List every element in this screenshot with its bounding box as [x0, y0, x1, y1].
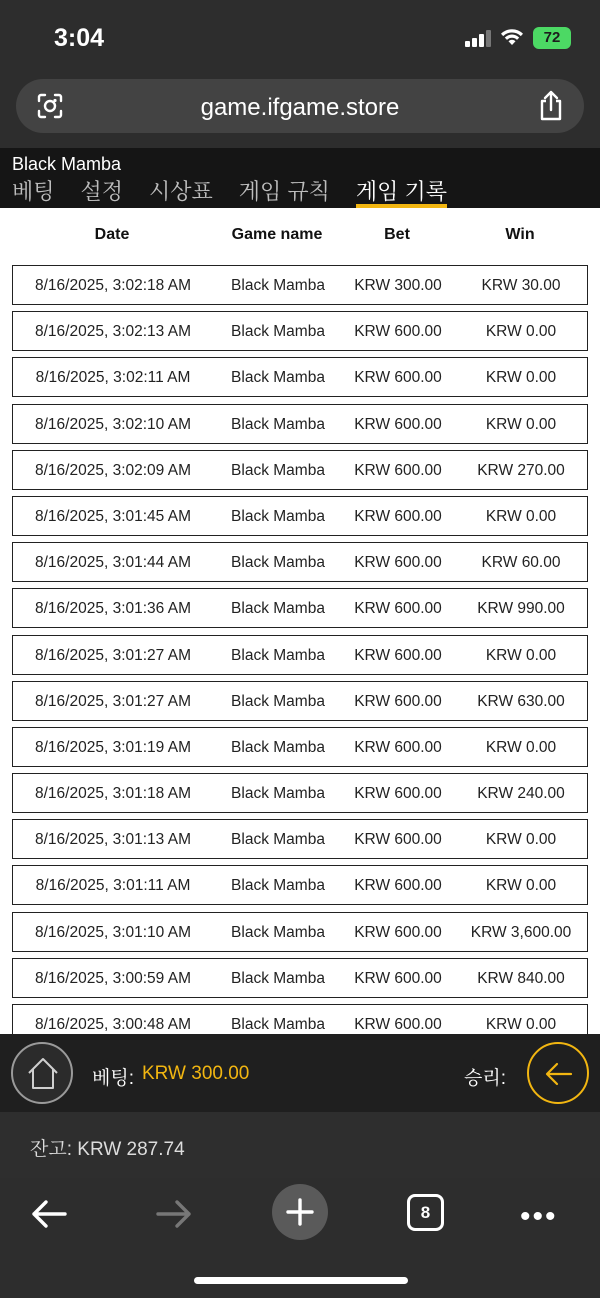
- row-game-name: Black Mamba: [231, 877, 325, 895]
- row-win: KRW 0.00: [485, 323, 557, 341]
- row-game-name: Black Mamba: [231, 923, 325, 941]
- table-row: [12, 450, 588, 490]
- row-date: 8/16/2025, 3:02:11 AM: [35, 369, 191, 387]
- table-row: [12, 681, 588, 721]
- history-rows: [12, 265, 588, 1034]
- plus-icon: [286, 1198, 314, 1226]
- row-win: KRW 840.00: [477, 969, 565, 987]
- row-game-name: Black Mamba: [231, 415, 325, 433]
- table-row: [12, 311, 588, 351]
- bet-value: KRW 300.00: [142, 1063, 250, 1084]
- row-bet: KRW 600.00: [354, 507, 442, 525]
- status-bar: [0, 0, 600, 76]
- row-date: 8/16/2025, 3:00:48 AM: [35, 1016, 191, 1033]
- row-date: 8/16/2025, 3:01:18 AM: [35, 785, 191, 803]
- browser-toolbar: [0, 1178, 600, 1298]
- row-win: KRW 0.00: [485, 1016, 557, 1033]
- row-game-name: Black Mamba: [231, 646, 325, 664]
- row-win: KRW 0.00: [485, 369, 557, 387]
- back-arrow-icon[interactable]: [30, 1198, 68, 1230]
- header-bet: Bet: [384, 226, 410, 243]
- table-row: [12, 865, 588, 905]
- row-win: KRW 990.00: [477, 600, 565, 618]
- row-date: 8/16/2025, 3:02:09 AM: [35, 461, 191, 479]
- row-win: KRW 0.00: [485, 831, 557, 849]
- share-icon[interactable]: [537, 90, 565, 122]
- row-bet: KRW 600.00: [354, 646, 442, 664]
- home-button[interactable]: [11, 1042, 73, 1104]
- address-bar[interactable]: [16, 79, 584, 133]
- row-game-name: Black Mamba: [231, 369, 325, 387]
- tab-paytable[interactable]: 시상표: [149, 179, 213, 204]
- table-row: [12, 265, 588, 305]
- table-row: [12, 542, 588, 582]
- status-time: 3:04: [54, 24, 105, 52]
- row-win: KRW 240.00: [477, 785, 565, 803]
- home-icon: [26, 1056, 60, 1090]
- row-game-name: Black Mamba: [231, 831, 325, 849]
- tabs-icon[interactable]: 8: [407, 1194, 444, 1231]
- row-bet: KRW 600.00: [354, 1016, 442, 1033]
- forward-arrow-icon[interactable]: [155, 1198, 193, 1230]
- row-date: 8/16/2025, 3:02:13 AM: [35, 323, 191, 341]
- tab-settings[interactable]: 설정: [80, 179, 124, 204]
- row-win: KRW 630.00: [477, 692, 565, 710]
- row-win: KRW 3,600.00: [470, 923, 572, 941]
- tab-game-history[interactable]: 게임 기록: [356, 179, 447, 208]
- row-win: KRW 0.00: [485, 646, 557, 664]
- row-game-name: Black Mamba: [231, 277, 325, 294]
- game-history-panel[interactable]: [0, 208, 600, 1034]
- game-header: [0, 148, 600, 208]
- row-bet: KRW 600.00: [354, 415, 442, 433]
- header-date: Date: [94, 226, 130, 243]
- table-row: [12, 773, 588, 813]
- table-header: [12, 226, 588, 248]
- row-game-name: Black Mamba: [231, 507, 325, 525]
- row-win: KRW 0.00: [485, 877, 557, 895]
- bet-bar: [0, 1034, 600, 1112]
- row-win: KRW 60.00: [481, 554, 561, 572]
- battery-indicator: 72: [533, 27, 571, 49]
- table-row: [12, 1004, 588, 1034]
- row-bet: KRW 600.00: [354, 969, 442, 987]
- row-game-name: Black Mamba: [231, 785, 325, 803]
- tab-betting[interactable]: 베팅: [12, 179, 55, 204]
- browser-address-area: [0, 76, 600, 148]
- row-date: 8/16/2025, 3:02:18 AM: [35, 277, 191, 294]
- game-tabs: [12, 179, 473, 208]
- table-row: [12, 404, 588, 444]
- header-win: Win: [505, 226, 535, 243]
- new-tab-button[interactable]: [272, 1184, 328, 1240]
- url-text[interactable]: game.ifgame.store: [200, 94, 400, 121]
- tab-game-rules[interactable]: 게임 규칙: [238, 179, 330, 204]
- row-date: 8/16/2025, 3:00:59 AM: [35, 969, 191, 987]
- row-win: KRW 30.00: [481, 277, 561, 294]
- row-game-name: Black Mamba: [231, 323, 325, 341]
- table-row: [12, 958, 588, 998]
- row-date: 8/16/2025, 3:01:36 AM: [35, 600, 191, 618]
- row-game-name: Black Mamba: [231, 1016, 325, 1033]
- row-win: KRW 270.00: [477, 461, 565, 479]
- table-row: [12, 588, 588, 628]
- table-row: [12, 496, 588, 536]
- row-game-name: Black Mamba: [231, 461, 325, 479]
- row-bet: KRW 300.00: [354, 277, 442, 294]
- row-game-name: Black Mamba: [231, 554, 325, 572]
- game-title: Black Mamba: [12, 154, 122, 174]
- header-game-name: Game name: [231, 226, 323, 243]
- row-game-name: Black Mamba: [231, 692, 325, 710]
- row-bet: KRW 600.00: [354, 600, 442, 618]
- row-bet: KRW 600.00: [354, 461, 442, 479]
- row-win: KRW 0.00: [485, 738, 557, 756]
- row-date: 8/16/2025, 3:01:10 AM: [35, 923, 191, 941]
- cellular-signal-icon: [465, 30, 491, 47]
- row-game-name: Black Mamba: [231, 738, 325, 756]
- row-date: 8/16/2025, 3:02:10 AM: [35, 415, 191, 433]
- row-bet: KRW 600.00: [354, 554, 442, 572]
- balance-text: 잔고: KRW 287.74: [30, 1139, 185, 1160]
- more-icon[interactable]: •••: [520, 1200, 558, 1233]
- row-date: 8/16/2025, 3:01:19 AM: [35, 738, 191, 756]
- arrow-left-icon: [544, 1060, 574, 1088]
- bet-label: 베팅:: [92, 1068, 134, 1089]
- row-win: KRW 0.00: [485, 507, 557, 525]
- table-row: [12, 357, 588, 397]
- row-date: 8/16/2025, 3:01:44 AM: [35, 554, 191, 572]
- row-bet: KRW 600.00: [354, 831, 442, 849]
- row-date: 8/16/2025, 3:01:13 AM: [35, 831, 191, 849]
- row-bet: KRW 600.00: [354, 785, 442, 803]
- row-bet: KRW 600.00: [354, 877, 442, 895]
- row-game-name: Black Mamba: [231, 969, 325, 987]
- table-row: [12, 727, 588, 767]
- row-bet: KRW 600.00: [354, 692, 442, 710]
- row-date: 8/16/2025, 3:01:45 AM: [35, 507, 191, 525]
- row-bet: KRW 600.00: [354, 738, 442, 756]
- win-label: 승리:: [464, 1068, 506, 1089]
- row-bet: KRW 600.00: [354, 369, 442, 387]
- row-date: 8/16/2025, 3:01:27 AM: [35, 692, 191, 710]
- game-back-button[interactable]: [527, 1042, 589, 1104]
- row-date: 8/16/2025, 3:01:11 AM: [35, 877, 191, 895]
- table-row: [12, 635, 588, 675]
- home-indicator: [194, 1277, 408, 1284]
- table-row: [12, 819, 588, 859]
- row-bet: KRW 600.00: [354, 323, 442, 341]
- wifi-icon: [499, 27, 525, 47]
- row-bet: KRW 600.00: [354, 923, 442, 941]
- balance-bar: [0, 1112, 600, 1178]
- row-game-name: Black Mamba: [231, 600, 325, 618]
- table-row: [12, 912, 588, 952]
- row-date: 8/16/2025, 3:01:27 AM: [35, 646, 191, 664]
- row-win: KRW 0.00: [485, 415, 557, 433]
